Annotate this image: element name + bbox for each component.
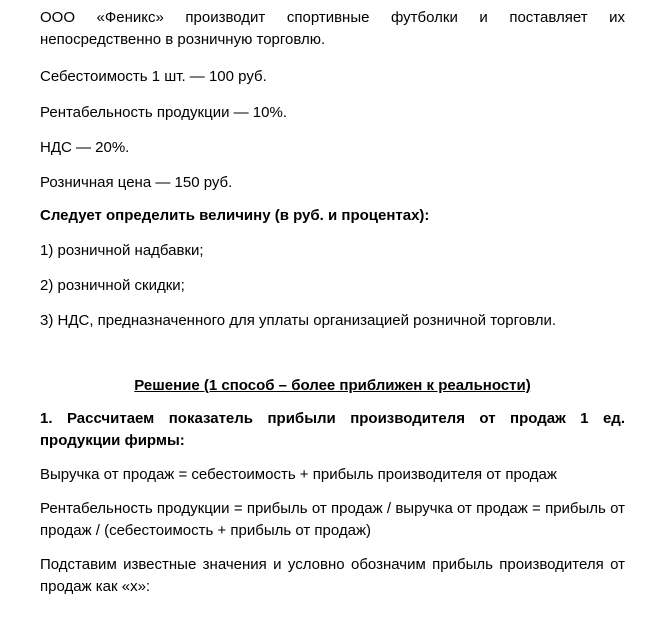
intro-paragraph: ООО «Феникс» производит спортивные футболки и поставляет их непосредственно в розничную торговлю.	[40, 9, 625, 48]
task-item-1: 1) розничной надбавки;	[40, 242, 204, 259]
formula-profitability: Рентабельность продукции = прибыль от продаж / выручка от продаж = прибыль от продаж / (себестоимость + прибыль от продаж)	[40, 500, 625, 539]
vat-line: НДС — 20%.	[40, 139, 130, 156]
substitute-paragraph: Подставим известные значения и условно обозначим прибыль производителя от продаж как «х»:	[40, 556, 625, 595]
formula-revenue: Выручка от продаж = себестоимость + прибыль производителя от продаж	[40, 466, 557, 483]
task-item-2: 2) розничной скидки;	[40, 277, 185, 294]
task-heading: Следует определить величину (в руб. и процентах):	[40, 207, 430, 224]
retail-price-line: Розничная цена — 150 руб.	[40, 174, 233, 191]
step1-heading: 1. Рассчитаем показатель прибыли производителя от продаж 1 ед. продукции фирмы:	[40, 410, 625, 449]
solution-heading: Решение (1 способ – более приближен к реальности)	[134, 377, 531, 394]
cost-line: Себестоимость 1 шт. — 100 руб.	[40, 68, 267, 85]
profitability-line: Рентабельность продукции — 10%.	[40, 104, 287, 121]
task-item-3: 3) НДС, предназначенного для уплаты организацией розничной торговли.	[40, 312, 556, 329]
